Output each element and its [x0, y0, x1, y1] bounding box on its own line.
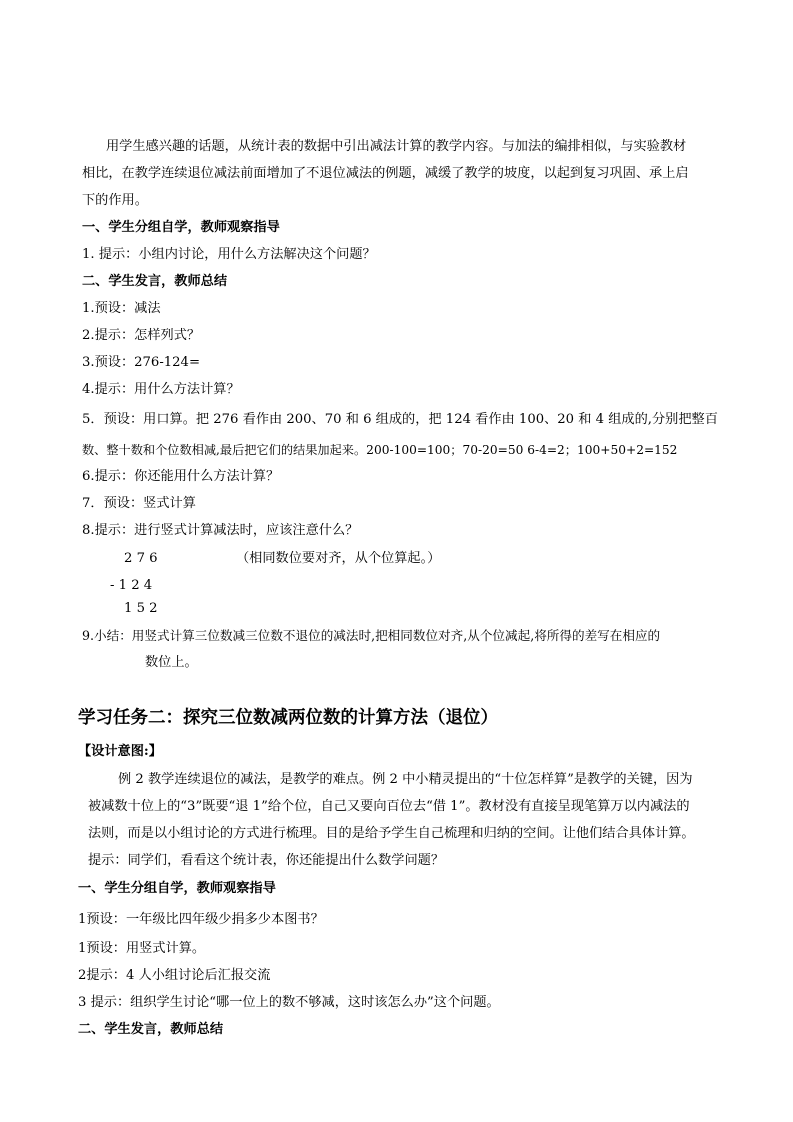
design-label: 【设计意图:】: [78, 744, 162, 759]
section3-item: 3 提示：组织学生讨论“哪一位上的数不够减，这时该怎么办”这个问题。: [78, 995, 500, 1010]
section3-item: 1预设：一年级比四年级少捐多少本图书？: [78, 912, 324, 927]
section2-item: 6.提示：你还能用什么方法计算？: [82, 469, 280, 484]
design-line-2: 被减数十位上的“3”既要“退 1”给个位，自己又要向百位去“借 1”。教材没有直接呈现笔算万以内减法的: [88, 799, 690, 814]
section-heading-3: 一、学生分组自学，教师观察指导: [78, 881, 276, 896]
section3-item: 2提示：4 人小组讨论后汇报交流: [78, 968, 271, 983]
section-heading-4: 二、学生发言，教师总结: [78, 1022, 224, 1037]
summary-line-2: 数位上。: [145, 655, 198, 670]
vertical-result: 1 5 2: [124, 601, 158, 616]
section2-item: 7．预设：竖式计算: [82, 496, 196, 511]
section2-item: 1.预设：减法: [82, 301, 161, 316]
intro-line-3: 下的作用。: [82, 193, 148, 208]
section1-item-1: 1. 提示：小组内讨论，用什么方法解决这个问题？: [82, 247, 376, 262]
section-heading-1: 一、学生分组自学，教师观察指导: [82, 220, 280, 235]
vertical-top: 2 7 6: [124, 551, 158, 566]
section2-item: 2.提示：怎样列式？: [82, 328, 201, 343]
section2-item: 数、整十数和个位数相减,最后把它们的结果加起来。200-100=100；70-20=50 6-4=2；100+50+2=152: [82, 443, 678, 457]
intro-line-1: 用学生感兴趣的话题，从统计表的数据中引出减法计算的教学内容。与加法的编排相似，与实验教材: [106, 139, 687, 154]
section-heading-2: 二、学生发言，教师总结: [82, 274, 228, 289]
summary-line-1: 9.小结：用竖式计算三位数减三位数不退位的减法时,把相同数位对齐,从个位减起,将所得的差写在相应的: [82, 628, 661, 643]
section2-item: 5．预设：用口算。把 276 看作由 200、70 和 6 组成的，把 124 看作由 100、20 和 4 组成的,分别把整百: [82, 412, 718, 427]
intro-line-2: 相比，在教学连续退位减法前面增加了不退位减法的例题，减缓了教学的坡度，以起到复习巩固、承上启: [82, 166, 689, 181]
task2-title: 学习任务二：探究三位数减两位数的计算方法（退位）: [78, 708, 498, 728]
design-line-1: 例 2 教学连续退位的减法，是教学的难点。例 2 中小精灵提出的“十位怎样算”是教学的关键，因为: [118, 772, 693, 787]
vertical-middle: - 1 2 4: [110, 578, 153, 593]
section2-item: 4.提示：用什么方法计算？: [82, 382, 240, 397]
section2-item: 8.提示：进行竖式计算减法时，应该注意什么？: [82, 523, 359, 538]
section3-item: 1预设：用竖式计算。: [78, 941, 206, 956]
design-line-3: 法则，而是以小组讨论的方式进行梳理。目的是给予学生自己梳理和归纳的空间。让他们结合具体计算。: [88, 826, 695, 841]
section2-item: 3.预设：276-124=: [82, 355, 200, 370]
vertical-note: （相同数位要对齐，从个位算起。）: [236, 551, 441, 566]
design-prompt: 提示：同学们，看看这个统计表，你还能提出什么数学问题？: [88, 853, 445, 868]
